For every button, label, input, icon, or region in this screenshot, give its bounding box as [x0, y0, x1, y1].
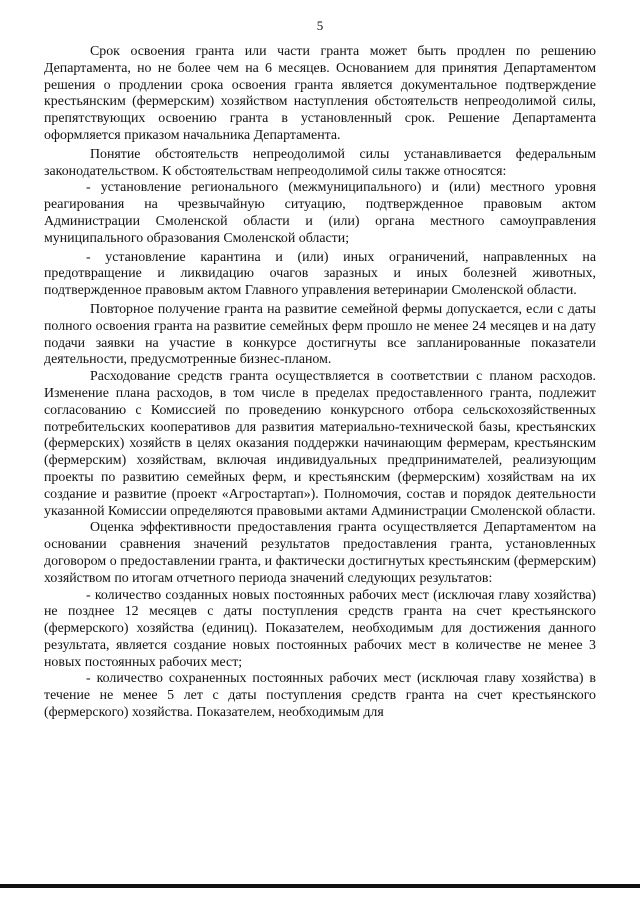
document-body [44, 44, 596, 722]
paragraph-grant-extension: Срок освоения гранта или части гранта может быть продлен по решению Департамента, но не более чем на 6 месяцев. Основанием для принятия Департаментом решения о продлении срока освоения гранта является документальное подтверждение крестьянским (фермерским) хозяйством наступления обстоятельств непреодолимой силы, препятствующих освоению гранта в установленный срок. Решение Департамента оформляется приказом начальника Департамента. [44, 44, 596, 143]
list-item-new-jobs: - количество созданных новых постоянных рабочих мест (исключая главу хозяйства) не позднее 12 месяцев с даты поступления средств гранта на счет крестьянского (фермерского) хозяйства (единиц). Показателем, необходимым для достижения данного результата, является создание новых постоянных рабочих мест в количестве не менее 3 новых постоянных рабочих мест; [44, 587, 596, 670]
scan-edge-line [0, 884, 640, 888]
paragraph-repeat-grant: Повторное получение гранта на развитие семейной фермы допускается, если с даты полного освоения гранта на развитие семейных ферм прошло не менее 24 месяцев и на дату подачи заявки на участие в конкурсе достигнуты все запланированные показатели деятельности, предусмотренные бизнес-планом. [44, 301, 596, 368]
list-item-emergency: - установление регионального (межмуниципального) и (или) местного уровня реагирования на чрезвычайную ситуацию, подтвержденное правовым актом Администрации Смоленской области и (или) органа местного самоуправления муниципального образования Смоленской области; [44, 180, 596, 246]
list-item-quarantine: - установление карантина и (или) иных ограничений, направленных на предотвращение и ликвидацию очагов заразных и иных болезней животных, подтвержденное правовым актом Главного управления ветеринарии Смоленской области. [44, 249, 596, 299]
page-number: 5 [316, 18, 324, 33]
paragraph-spending-plan: Расходование средств гранта осуществляется в соответствии с планом расходов. Изменение плана расходов, в том числе в пределах предоставленного гранта, подлежит согласованию с Комиссией по проведению конкурсного отбора сельскохозяйственных потребительских кооперативов для развития материально-технической базы, крестьянских (фермерских) хозяйств в целях оказания поддержки начинающим фермерам, крестьянским (фермерским) хозяйствам, включая индивидуальных предпринимателей, реализующим проекты по развитию семейных ферм, и крестьянским (фермерским) хозяйствам на их создание и развитие (проект «Агростартап»). Полномочия, состав и порядок деятельности указанной Комиссии определяются правовыми актами Администрации Смоленской области. [44, 369, 596, 519]
paragraph-force-majeure: Понятие обстоятельств непреодолимой силы устанавливается федеральным законодательством. К обстоятельствам непреодолимой силы также относятся: [44, 146, 596, 179]
paragraph-efficiency-evaluation: Оценка эффективности предоставления гранта осуществляется Департаментом на основании сравнения значений результатов предоставления гранта, установленных договором о предоставлении гранта, и фактически достигнутых крестьянским (фермерским) хозяйством по итогам отчетного периода значений следующих результатов: [44, 520, 596, 586]
list-item-kept-jobs: - количество сохраненных постоянных рабочих мест (исключая главу хозяйства) в течение не менее 5 лет с даты поступления средств гранта на счет крестьянского (фермерского) хозяйства. Показателем, необходимым для [44, 671, 596, 721]
